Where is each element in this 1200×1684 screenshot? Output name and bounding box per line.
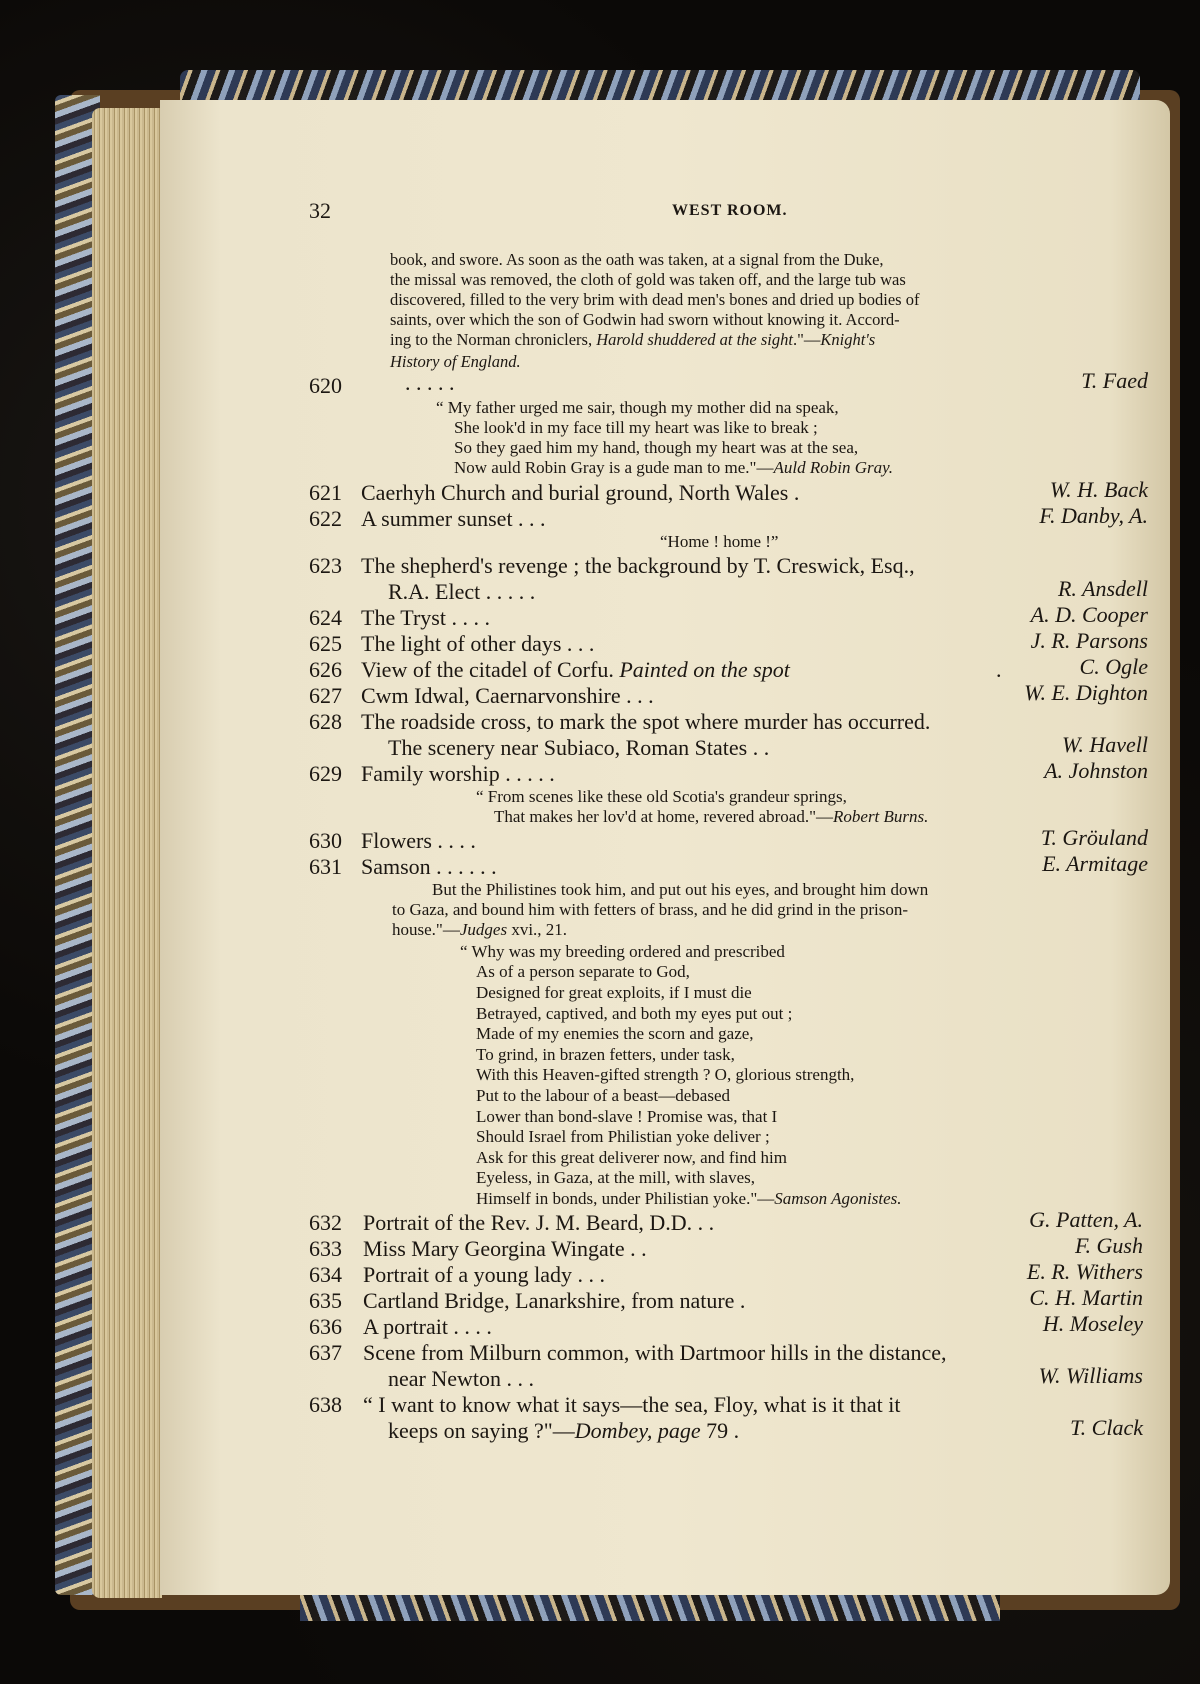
- catalogue-number: 627: [309, 683, 342, 708]
- catalogue-number: 632: [309, 1210, 342, 1235]
- quote-line: She look'd in my face till my heart was like to break ;: [454, 418, 818, 437]
- artwork-title: Scene from Milburn common, with Dartmoor hills in the distance,: [363, 1340, 947, 1365]
- artist-name: H. Moseley: [1042, 1311, 1143, 1336]
- catalogue-number: 631: [309, 854, 342, 879]
- artwork-title: Flowers . . . .: [361, 828, 476, 853]
- artwork-title: Portrait of the Rev. J. M. Beard, D.D. . .: [363, 1210, 715, 1235]
- intro-line: ing to the Norman chroniclers, Harold shuddered at the sight."—Knight's: [390, 330, 876, 349]
- artist-name: W. Havell: [1062, 732, 1148, 757]
- catalogue-number: 620: [309, 373, 342, 398]
- artist-name: F. Danby, A.: [1039, 503, 1148, 528]
- page-number: 32: [309, 198, 331, 223]
- leader-dots: .: [996, 657, 1002, 682]
- quote-line: “Home ! home !”: [660, 532, 779, 551]
- artist-name: C. H. Martin: [1029, 1285, 1143, 1310]
- artist-name: E. Armitage: [1042, 851, 1148, 876]
- catalogue-number: 633: [309, 1236, 342, 1261]
- artist-name: W. Williams: [1038, 1363, 1143, 1388]
- artwork-title: Caerhyh Church and burial ground, North Wales .: [361, 480, 800, 505]
- artist-name: F. Gush: [1074, 1233, 1143, 1258]
- verse-line: Ask for this great deliverer now, and find him: [476, 1148, 787, 1167]
- catalogue-number: 628: [309, 709, 342, 734]
- catalogue-number: 622: [309, 506, 342, 531]
- intro-line: book, and swore. As soon as the oath was taken, at a signal from the Duke,: [390, 250, 884, 269]
- prose-line: house."—Judges xvi., 21.: [392, 920, 568, 939]
- artwork-title: Cartland Bridge, Lanarkshire, from nature .: [363, 1288, 746, 1313]
- catalogue-number: 634: [309, 1262, 342, 1287]
- verse-line: With this Heaven-gifted strength ? O, glorious strength,: [476, 1065, 855, 1084]
- intro-line: discovered, filled to the very brim with dead men's bones and dried up bodies of: [390, 290, 920, 309]
- verse-line: To grind, in brazen fetters, under task,: [476, 1045, 735, 1064]
- artwork-title: Family worship . . . . .: [361, 761, 555, 786]
- artwork-title: The Tryst . . . .: [361, 605, 490, 630]
- verse-line: Lower than bond-slave ! Promise was, that I: [476, 1107, 778, 1126]
- intro-line: History of England.: [390, 352, 521, 371]
- artwork-title: The light of other days . . .: [361, 631, 595, 656]
- verse-line: Should Israel from Philistian yoke deliver ;: [476, 1127, 770, 1146]
- catalogue-number: 629: [309, 761, 342, 786]
- artist-name: T. Clack: [1070, 1415, 1143, 1440]
- artist-name: T. Gröuland: [1040, 825, 1148, 850]
- leader-dots: . . . . .: [405, 370, 455, 395]
- artwork-title-continued: near Newton . . .: [388, 1366, 535, 1391]
- catalogue-number: 638: [309, 1392, 342, 1417]
- intro-line: saints, over which the son of Godwin had sworn without knowing it. Accord-: [390, 310, 900, 329]
- artwork-title: Miss Mary Georgina Wingate . .: [363, 1236, 647, 1261]
- section-title: WEST ROOM.: [672, 202, 788, 219]
- catalogue-number: 621: [309, 480, 342, 505]
- catalogue-number: 637: [309, 1340, 342, 1365]
- quote-line: “ From scenes like these old Scotia's grandeur springs,: [476, 787, 847, 806]
- artwork-title: The roadside cross, to mark the spot where murder has occurred.: [361, 709, 931, 734]
- quote-line: So they gaed him my hand, though my heart was at the sea,: [454, 438, 859, 457]
- artwork-title: Cwm Idwal, Caernarvonshire . . .: [361, 683, 654, 708]
- artist-name: W. E. Dighton: [1024, 680, 1148, 705]
- artist-name: C. Ogle: [1079, 654, 1148, 679]
- quote-line: “ My father urged me sair, though my mother did na speak,: [436, 398, 839, 417]
- verse-line: Put to the labour of a beast—debased: [476, 1086, 730, 1105]
- artwork-title: The shepherd's revenge ; the background by T. Creswick, Esq.,: [361, 553, 915, 578]
- catalogue-number: 635: [309, 1288, 342, 1313]
- catalogue-number: 626: [309, 657, 342, 682]
- artist-name: J. R. Parsons: [1030, 628, 1148, 653]
- quote-line: That makes her lov'd at home, revered abroad."—Robert Burns.: [494, 807, 929, 826]
- prose-line: to Gaza, and bound him with fetters of brass, and he did grind in the prison-: [392, 900, 909, 919]
- verse-line: Designed for great exploits, if I must die: [476, 983, 752, 1002]
- artwork-title: Portrait of a young lady . . .: [363, 1262, 605, 1287]
- artist-name: G. Patten, A.: [1029, 1207, 1143, 1232]
- artist-name: T. Faed: [1081, 368, 1148, 393]
- artist-name: E. R. Withers: [1026, 1259, 1143, 1284]
- verse-line: Made of my enemies the scorn and gaze,: [476, 1024, 754, 1043]
- verse-line: As of a person separate to God,: [476, 962, 690, 981]
- artwork-title-continued: R.A. Elect . . . . .: [388, 579, 536, 604]
- intro-line: the missal was removed, the cloth of gold was taken off, and the large tub was: [390, 270, 906, 289]
- artist-name: R. Ansdell: [1057, 576, 1148, 601]
- catalogue-number: 625: [309, 631, 342, 656]
- catalogue-number: 636: [309, 1314, 342, 1339]
- artist-name: A. D. Cooper: [1030, 602, 1148, 627]
- catalogue-number: 630: [309, 828, 342, 853]
- catalogue-number: 624: [309, 605, 342, 630]
- verse-line: Himself in bonds, under Philistian yoke."—Samson Agonistes.: [476, 1189, 902, 1208]
- artwork-title: A portrait . . . .: [363, 1314, 492, 1339]
- artwork-title-continued: The scenery near Subiaco, Roman States . .: [388, 735, 770, 760]
- catalogue-number: 623: [309, 553, 342, 578]
- artist-name: W. H. Back: [1049, 477, 1148, 502]
- artist-name: A. Johnston: [1044, 758, 1148, 783]
- verse-line: Betrayed, captived, and both my eyes put out ;: [476, 1004, 793, 1023]
- artwork-title: “ I want to know what it says—the sea, Floy, what is it that it: [363, 1392, 901, 1417]
- verse-line: Eyeless, in Gaza, at the mill, with slaves,: [476, 1168, 756, 1187]
- verse-line: “ Why was my breeding ordered and prescribed: [460, 942, 785, 961]
- artwork-title: View of the citadel of Corfu. Painted on the spot: [361, 657, 790, 682]
- artwork-title-continued: keeps on saying ?"—Dombey, page 79 .: [388, 1418, 740, 1443]
- artwork-title: A summer sunset . . .: [361, 506, 546, 531]
- prose-line: But the Philistines took him, and put out his eyes, and brought him down: [432, 880, 929, 899]
- artwork-title: Samson . . . . . .: [361, 854, 497, 879]
- quote-line: Now auld Robin Gray is a gude man to me."—Auld Robin Gray.: [454, 458, 893, 477]
